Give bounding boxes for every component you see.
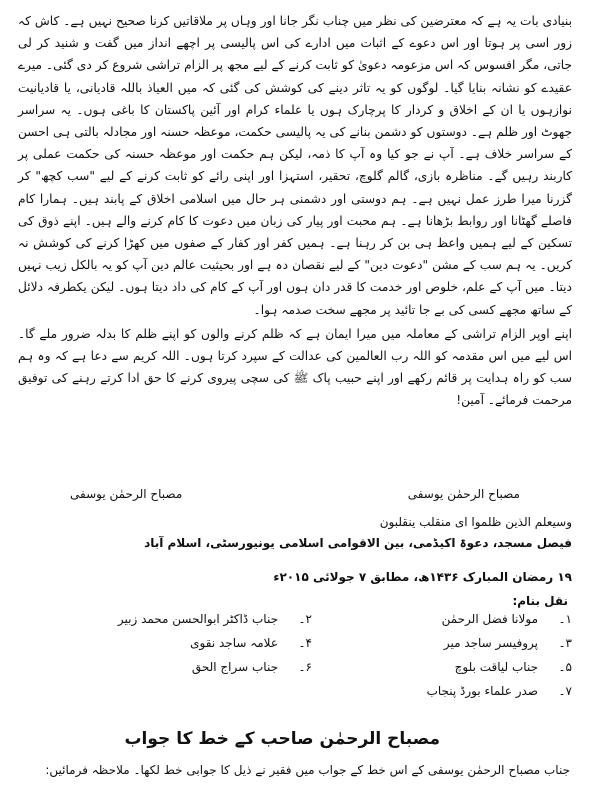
section-heading: مصباح الرحمٰن صاحب کے خط کا جواب xyxy=(124,729,440,749)
cc-item xyxy=(192,660,312,674)
cc-item xyxy=(190,636,312,650)
cc-item-name: صدر علماء بورڈ پنجاب xyxy=(426,684,538,698)
cc-item xyxy=(427,684,572,698)
signature-row xyxy=(70,487,520,501)
signature-name-left: مصباح الرحمٰن یوسفی xyxy=(70,487,183,501)
cc-item-name: جناب لیاقت بلوچ xyxy=(454,660,538,674)
letter-body xyxy=(18,10,572,412)
letter-date: ۱۹ رمضان المبارک ۱۴۳۶ھ، مطابق ۷ جولائی ۲۰۱۵ء xyxy=(273,570,572,584)
cc-list xyxy=(60,612,572,707)
cc-item-name: جناب سراج الحق xyxy=(191,660,278,674)
cc-item-number: ۱۔ xyxy=(558,612,572,626)
signature-name-right: مصباح الرحمٰن یوسفی xyxy=(407,487,520,501)
cc-item xyxy=(455,660,572,674)
body-paragraph-1: بنیادی بات یہ ہے کہ معترضین کی نظر میں چناب نگر جانا اور وہاں پر ملاقاتیں کرنا صحیح نہیں ہے۔ کاش کہ زور اسی پر ہوتا اور اس دعوے کے اثبات میں ادارے کی اس پالیسی پر اچھے انداز میں گفت و شنید کر لی جاتی، مگر افسوس کہ اس مزعومہ دعویٰ کو ثابت کرنے کے لیے مجھ پر الزام تراشی شروع کر دی گئی۔ میرے عقیدے کو نشانہ بنایا گیا۔ لوگوں کو یہ تاثر دینے کی کوشش کی گئی کہ میں العیاذ باللہ قادیانی، یا قادیانیت نوازہوں یا ان کے اخلاق و کردار کا پرچارک ہوں یا علماء کرام اور آئین پاکستان کا باغی ہوں۔ یہ سراسر جھوٹ اور ظلم ہے۔ دوستوں کو دشمن بنانے کی یہ پالیسی حکمت، موعظہ حسنہ اور مجادلہ بالتی ہی احسن کے سراسر خلاف ہے۔ آپ نے جو کیا وہ آپ کا ذمہ، لیکن ہم حکمت اور موعظہ حسنہ کی حکمت عملی پر کاربند رہیں گے۔ مناظرہ بازی، گالم گلوچ، تحقیر، استہزا اور اپنی رائے کو ثابت کرنے کے لیے "سب کچھ" کر گزرنا میرا طرز عمل نہیں ہے۔ ہم دوستی اور دشمنی ہر حال میں اسلامی اخلاق کے پابند ہیں۔ ہمارا کام فاصلے گھٹانا اور روابط بڑھانا ہے۔ ہم محبت اور پیار کی زبان میں دعوت کا کام کرنے والے ہیں۔ اپنے ذوق کی تسکین کے لیے ہمیں واعظ ہی بن کر رہنا ہے۔ ہمیں کفر اور کفار کے صفوں میں کھڑا کرنے کی کوشش نہ کریں۔ یہ ہم سب کے مشن "دعوت دین" کے لیے نقصان دہ ہے اور بحیثیت عالم دین آپ کو یہ بالکل زیب نہیں دیتا۔ میں آپ کے علم، خلوص اور خدمت کا قدر دان ہوں اور آپ کے کام کی داد دیتا ہوں۔ لیکن یکطرفہ دلائل کے ساتھ مجھے کسی کی بے جا تائید پر مجھے سخت صدمہ ہوا۔ xyxy=(18,14,572,317)
cc-item xyxy=(118,612,312,626)
body-paragraph-2: اپنے اوپر الزام تراشی کے معاملہ میں میرا ایمان ہے کہ ظلم کرنے والوں کو اپنے ظلم کا بدلہ ضرور ملے گا۔ اس لیے میں اس مقدمہ کو اللہ رب العالمین کی عدالت کے سپرد کرتا ہوں۔ اللہ کریم سے دعا ہے کہ وہ ہم سب کو راہ ہدایت پر قائم رکھے اور اپنے حبیب پاک ﷺ کی سچی پیروی کرنے کا حق ادا کرتے رہنے کی توفیق مرحمت فرمائے۔ آمین! xyxy=(18,326,572,408)
cc-item-number: ۳۔ xyxy=(558,636,572,650)
quranic-quote: وسیعلم الذین ظلموا ای منقلب ینقلبون xyxy=(379,515,572,529)
cc-item xyxy=(442,612,572,626)
sender-address: فیصل مسجد، دعوۃ اکیڈمی، بین الاقوامی اسلامی یونیورسٹی، اسلام آباد xyxy=(144,536,572,550)
cc-item-number: ۲۔ xyxy=(298,612,312,626)
cc-item-name: علامہ ساجد نقوی xyxy=(190,636,278,650)
cc-label: نقل بنام: xyxy=(512,594,568,608)
cc-item-name: پروفیسر ساجد میر xyxy=(443,636,538,650)
cc-item-name: جناب ڈاکٹر ابوالحسن محمد زبیر xyxy=(117,612,278,626)
cc-item xyxy=(444,636,572,650)
cc-item-number: ۷۔ xyxy=(558,684,572,698)
cc-item-number: ۵۔ xyxy=(558,660,572,674)
closing-line: جناب مصباح الرحمٰن یوسفی کے اس خط کے جواب میں فقیر نے ذیل کا جوابی خط لکھا۔ ملاحظہ فرمائیں: xyxy=(45,763,570,777)
cc-item-number: ۶۔ xyxy=(298,660,312,674)
cc-item-number: ۴۔ xyxy=(298,636,312,650)
cc-item-name: مولانا فضل الرحمٰن xyxy=(441,612,538,626)
